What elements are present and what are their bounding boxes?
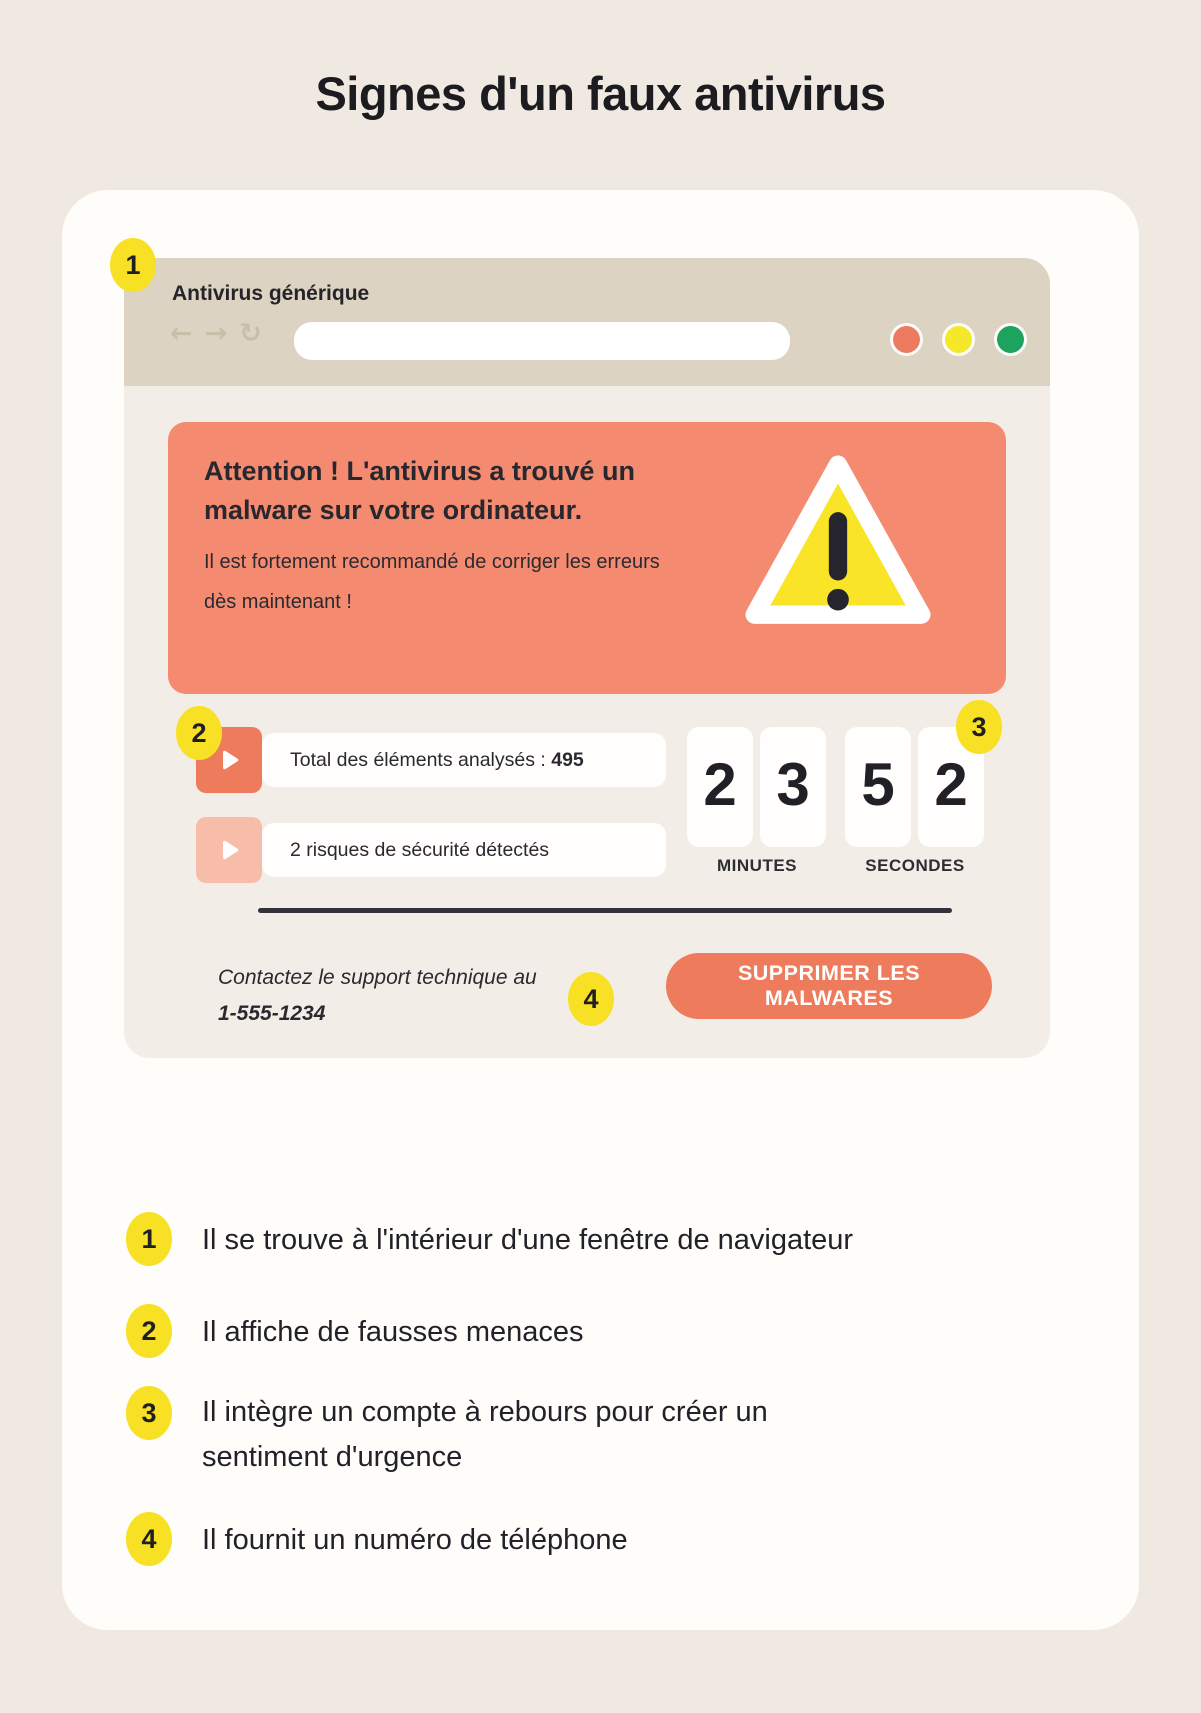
traffic-light-green[interactable] xyxy=(997,326,1024,353)
alert-subtext: Il est fortement recommandé de corriger les erreurs dès maintenant ! xyxy=(204,551,660,613)
support-text: Contactez le support technique au xyxy=(218,966,537,989)
alert-banner xyxy=(168,422,1006,694)
legend-item-2: Il affiche de fausses menaces xyxy=(202,1316,584,1348)
back-icon[interactable]: ← xyxy=(170,318,193,349)
scan-row-label: Total des éléments analysés : xyxy=(290,748,552,771)
legend-item-3: Il intègre un compte à rebours pour créer un sentiment d'urgence xyxy=(202,1396,768,1473)
browser-nav xyxy=(170,318,262,349)
callout-badge-2: 2 xyxy=(176,706,222,760)
scan-result-row xyxy=(262,823,666,877)
legend-item-4: Il fournit un numéro de téléphone xyxy=(202,1524,628,1556)
traffic-light-yellow[interactable] xyxy=(945,326,972,353)
scan-result-row xyxy=(262,733,666,787)
countdown-digit-minutes-ones: 3 xyxy=(760,727,826,847)
browser-header xyxy=(124,258,1050,386)
page-title: Signes d'un faux antivirus xyxy=(315,67,886,120)
forward-icon[interactable]: → xyxy=(204,318,228,349)
countdown-digit-seconds-tens: 5 xyxy=(845,727,911,847)
divider xyxy=(258,908,952,913)
warning-triangle-icon xyxy=(738,448,938,638)
legend-item-1: Il se trouve à l'intérieur d'une fenêtre de navigateur xyxy=(202,1224,854,1256)
scan-row-value: 495 xyxy=(551,748,584,771)
legend-badge-1: 1 xyxy=(126,1212,172,1266)
countdown-label-seconds: SECONDES xyxy=(865,856,965,875)
callout-badge-3: 3 xyxy=(956,700,1002,754)
legend-badge-2: 2 xyxy=(126,1304,172,1358)
url-bar[interactable] xyxy=(294,322,790,360)
legend-badge-4: 4 xyxy=(126,1512,172,1566)
callout-badge-1: 1 xyxy=(110,238,156,292)
support-phone: 1-555-1234 xyxy=(218,1002,326,1025)
countdown-digit-minutes-tens: 2 xyxy=(687,727,753,847)
window-title: Antivirus générique xyxy=(172,282,370,305)
scan-row-label: 2 risques de sécurité détectés xyxy=(290,838,550,861)
remove-malware-button[interactable]: SUPPRIMER LES MALWARES xyxy=(666,953,992,1019)
reload-icon[interactable]: ↻ xyxy=(239,318,262,349)
countdown-digit-seconds-ones: 2 xyxy=(918,727,984,847)
traffic-light-red[interactable] xyxy=(893,326,920,353)
callout-badge-4: 4 xyxy=(568,972,614,1026)
countdown-label-minutes: MINUTES xyxy=(717,856,797,875)
alert-headline: Attention ! L'antivirus a trouvé un malware sur votre ordinateur. xyxy=(204,456,635,526)
legend-badge-3: 3 xyxy=(126,1386,172,1440)
play-icon xyxy=(216,747,242,773)
play-button-2[interactable] xyxy=(196,817,262,883)
play-icon xyxy=(216,837,242,863)
